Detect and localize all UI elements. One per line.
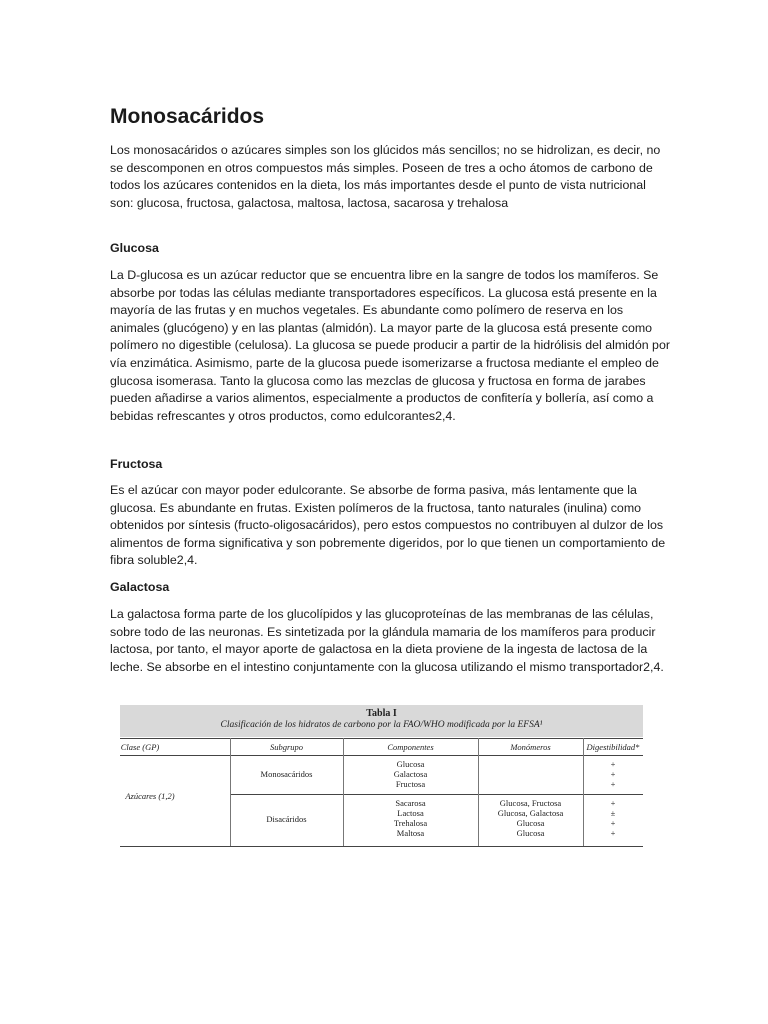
table-cell: Glucosa: [516, 818, 545, 828]
table-title: Tabla I: [366, 708, 397, 719]
table-cell: Lactosa: [397, 808, 424, 818]
table-rule-header: [120, 755, 643, 756]
table-rule-middle: [230, 794, 643, 795]
table-header-band: [120, 705, 643, 737]
table-cell: +: [610, 828, 616, 838]
table-cell: +: [610, 798, 616, 808]
section-text-glucosa: La D-glucosa es un azúcar reductor que se encuentra libre en la sangre de todos los mamíferos. Se absorbe por todas las células mediante transportadores específicos. La glucosa está presente en la mayoría de las frutas y en muchos vegetales. Es abundante como polímero de reserva en los animales (glucógeno) y en las plantas (almidón). La mayor parte de la glucosa está presente como polímero no digestible (celulosa). La glucosa se puede producir a partir de la hidrólisis del almidón por vía enzimática. Asimismo, parte de la glucosa puede isomerizarse a fructosa mediante el empleo de glucosa isomerasa. Tanto la glucosa como las mezclas de glucosa y fructosa en forma de jarabes pueden añadirse a varios alimentos, especialmente a productos de confitería y bollería, así como a bebidas refrescantes y otros productos, como edulcorantes2,4.: [110, 268, 670, 423]
components-disacaridos: [343, 798, 478, 838]
section-heading-galactosa: Galactosa: [110, 580, 170, 594]
class-label: Azúcares (1,2): [125, 791, 175, 801]
column-header-monomeros: Monómeros: [510, 742, 551, 752]
table-cell: Glucosa, Galactosa: [497, 808, 564, 818]
table-subtitle: Clasificación de los hidratos de carbono por la FAO/WHO modificada por la EFSA¹: [220, 720, 543, 730]
table-rule-bottom: [120, 846, 643, 847]
digestibility-disacaridos: [583, 798, 643, 838]
table-cell: +: [610, 818, 616, 828]
monomers-disacaridos: [478, 798, 583, 838]
section-text-fructosa: Es el azúcar con mayor poder edulcorante. Se absorbe de forma pasiva, más lentamente que la glucosa. Es abundante en frutas. Existen polímeros de la fructosa, tanto naturales (inulina) como obtenidos por síntesis (fructo-oligosacáridos), pero estos compuestos no contribuyen al dulzor de los alimentos de forma significativa y son pobremente digeridos, por lo que tienen un comportamiento de fibra soluble2,4.: [110, 483, 666, 568]
table-cell: Galactosa: [393, 769, 428, 779]
page-title: Monosacáridos: [110, 105, 265, 128]
table-cell: Glucosa, Fructosa: [499, 798, 562, 808]
table-cell: Maltosa: [396, 828, 425, 838]
column-header-componentes: Componentes: [387, 742, 434, 752]
table-cell: ±: [610, 808, 616, 818]
subgroup-monosacaridos: Monosacáridos: [260, 769, 313, 779]
table-cell: Glucosa: [516, 828, 545, 838]
table-cell: Glucosa: [396, 759, 425, 769]
column-header-digestibilidad: Digestibilidad*: [586, 742, 640, 752]
table-cell: +: [610, 759, 616, 769]
section-heading-glucosa: Glucosa: [110, 241, 159, 255]
table-cell: Trehalosa: [393, 818, 428, 828]
column-header-clase: Clase (GP): [120, 742, 160, 752]
table-cell: +: [610, 779, 616, 789]
table-cell: Sacarosa: [395, 798, 426, 808]
table-cell: Fructosa: [395, 779, 426, 789]
table-rule-top: [120, 738, 643, 739]
digestibility-monosacaridos: [583, 759, 643, 789]
carbohydrate-classification-table: [120, 705, 643, 847]
intro-paragraph: Los monosacáridos o azúcares simples son los glúcidos más sencillos; no se hidrolizan, es decir, no se descomponen en otros compuestos más simples. Poseen de tres a ocho átomos de carbono de todos los azúcares contenidos en la dieta, los más importantes desde el punto de vista nutricional son: glucosa, fructosa, galactosa, maltosa, lactosa, sacarosa y trehalosa: [110, 143, 661, 210]
table-cell: +: [610, 769, 616, 779]
subgroup-disacaridos: Disacáridos: [266, 814, 307, 824]
column-header-subgrupo: Subgrupo: [269, 742, 304, 752]
section-heading-fructosa: Fructosa: [110, 457, 163, 471]
components-monosacaridos: [343, 759, 478, 789]
section-text-galactosa: La galactosa forma parte de los glucolípidos y las glucoproteínas de las membranas de las células, sobre todo de las neuronas. Es sintetizada por la glándula mamaria de los mamíferos para producir lactosa, por tanto, el mayor aporte de galactosa en la dieta proviene de la ingesta de lactosa de la leche. Se absorbe en el intestino conjuntamente con la glucosa utilizando el mismo transportador2,4.: [110, 607, 664, 674]
table-col-divider: [230, 738, 231, 846]
